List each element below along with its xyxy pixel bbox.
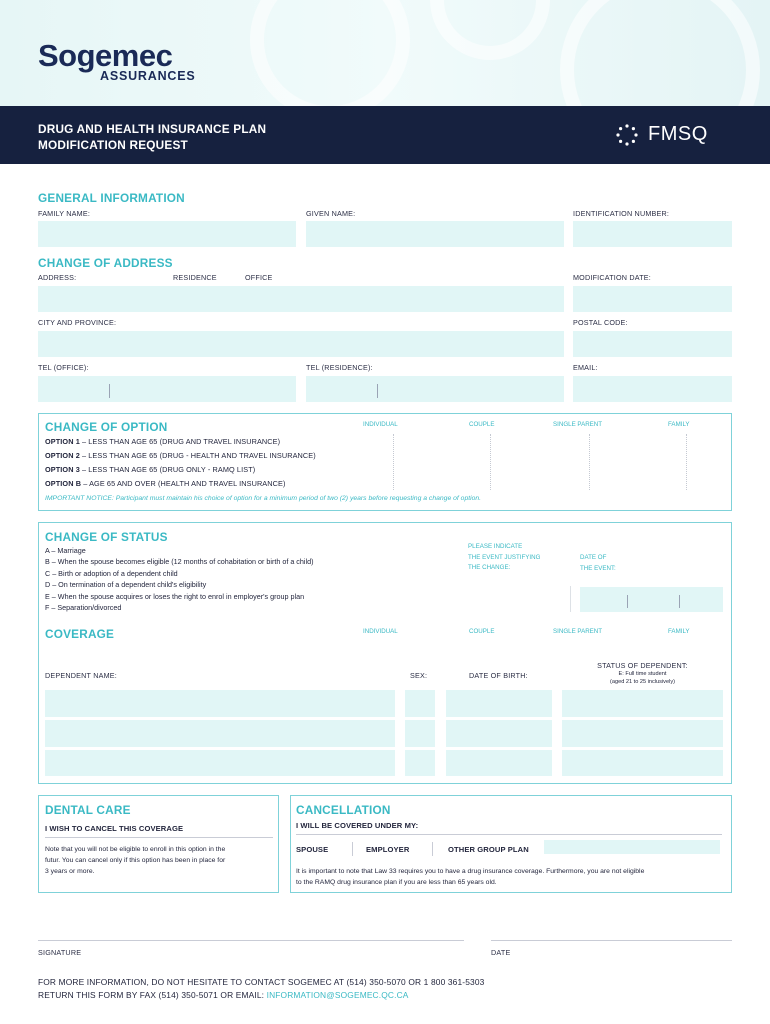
option-col-individual: INDIVIDUAL (363, 421, 398, 428)
option-b-desc: – AGE 65 AND OVER (HEALTH AND TRAVEL INSURANCE) (81, 479, 286, 488)
coverage-title: COVERAGE (45, 627, 115, 641)
plan-divider (352, 842, 353, 856)
spouse-checkbox[interactable]: SPOUSE (296, 845, 329, 854)
signature-label: SIGNATURE (38, 948, 82, 957)
dependent-sex-field-2[interactable] (405, 720, 435, 747)
footer-email-link[interactable]: INFORMATION@SOGEMEC.QC.CA (266, 989, 409, 1000)
tel-office-divider (109, 384, 110, 398)
option-col-single-parent: SINGLE PARENT (553, 421, 603, 428)
dependent-name-field-1[interactable] (45, 690, 395, 717)
option-1-row (45, 437, 280, 446)
family-name-field[interactable] (38, 221, 296, 247)
dental-care-title: DENTAL CARE (45, 803, 131, 817)
sogemec-logo: Sogemec (38, 38, 173, 73)
footer-return-line (38, 989, 484, 1002)
coverage-col-individual: INDIVIDUAL (363, 628, 398, 635)
given-name-label: GIVEN NAME: (306, 209, 356, 218)
cancellation-title: CANCELLATION (296, 803, 391, 817)
status-item-b: B – When the spouse becomes eligible (12 months of cohabitation or birth of a child) (45, 557, 314, 567)
option-2-name: OPTION 2 (45, 451, 80, 460)
change-of-option-title: CHANGE OF OPTION (45, 420, 168, 434)
cancel-dental-checkbox[interactable]: I WISH TO CANCEL THIS COVERAGE (45, 824, 184, 833)
option-b-row (45, 479, 286, 488)
dependent-status-note-1: E: Full time student (618, 671, 667, 677)
footer-return-text: RETURN THIS FORM BY FAX (514) 350-5071 OR EMAIL: (38, 989, 267, 1000)
dental-divider (45, 837, 273, 838)
option-2-row (45, 451, 316, 460)
sogemec-logo-subtitle: ASSURANCES (100, 69, 196, 83)
form-title (38, 121, 358, 153)
email-label: EMAIL: (573, 363, 598, 372)
dependent-name-label: DEPENDENT NAME: (45, 671, 117, 680)
status-item-e: E – When the spouse acquires or loses the right to enrol in employer's group plan (45, 591, 305, 601)
status-item-a: A – Marriage (45, 546, 86, 555)
event-date-label (580, 553, 616, 574)
id-number-field[interactable] (573, 221, 732, 247)
option-b-name: OPTION B (45, 479, 82, 488)
cancellation-note (296, 866, 644, 888)
option-3-row (45, 465, 255, 474)
family-name-label: FAMILY NAME: (38, 209, 91, 218)
other-plan-field[interactable] (544, 840, 720, 854)
dependent-name-field-2[interactable] (45, 720, 395, 747)
dependent-status-note (562, 670, 723, 686)
employer-checkbox[interactable]: EMPLOYER (366, 845, 410, 854)
dependent-dob-field-2[interactable] (446, 720, 552, 747)
tel-residence-field[interactable] (306, 376, 564, 402)
option-grid-line (686, 434, 687, 490)
cancellation-note-line-1: It is important to note that Law 33 requires you to have a drug insurance coverage. Furthermore, you are not eligible (296, 868, 645, 875)
email-field[interactable] (573, 376, 732, 402)
modification-date-field[interactable] (573, 286, 732, 312)
dental-note-line-2: futur. You can cancel only if this option has been in place for (45, 857, 226, 865)
option-2-desc: – LESS THAN AGE 65 (DRUG - HEALTH AND TRAVEL INSURANCE) (79, 451, 316, 460)
status-item-d: D – On termination of a dependent child's eligibility (45, 580, 207, 590)
event-date-line-2: THE EVENT: (580, 564, 616, 572)
postal-code-label: POSTAL CODE: (573, 318, 628, 327)
option-important-notice: IMPORTANT NOTICE: Participant must maintain his choice of option for a minimum period of two (2) years before requesting a change of option. (45, 495, 482, 502)
address-label: ADDRESS: (38, 273, 77, 282)
indicate-line-1: PLEASE INDICATE (468, 543, 523, 550)
plan-divider (432, 842, 433, 856)
city-field[interactable] (38, 331, 564, 357)
coverage-col-couple: COUPLE (469, 628, 495, 635)
option-3-desc: – LESS THAN AGE 65 (DRUG ONLY - RAMQ LIST) (79, 465, 256, 474)
city-label: CITY AND PROVINCE: (38, 318, 117, 327)
event-field-divider (570, 586, 571, 612)
status-item-f: F – Separation/divorced (45, 603, 122, 613)
option-3-name: OPTION 3 (45, 465, 80, 474)
dependent-status-note-2: (aged 21 to 25 inclusively) (610, 679, 675, 685)
tel-residence-label: TEL (RESIDENCE): (306, 363, 373, 372)
postal-code-field[interactable] (573, 331, 732, 357)
tel-office-field[interactable] (38, 376, 296, 402)
fmsq-logo-icon (616, 124, 638, 146)
dependent-dob-field-3[interactable] (446, 750, 552, 776)
coverage-col-family: FAMILY (668, 628, 690, 635)
dependent-sex-field-3[interactable] (405, 750, 435, 776)
option-grid-line (589, 434, 590, 490)
dental-note-line-1: Note that you will not be eligible to enroll in this option in the (45, 846, 226, 853)
signature-line[interactable] (38, 940, 464, 941)
option-1-desc: – LESS THAN AGE 65 (DRUG AND TRAVEL INSURANCE) (79, 437, 281, 446)
dependent-dob-field-1[interactable] (446, 690, 552, 717)
dependent-status-field-1[interactable] (562, 690, 723, 717)
dental-note-line-3: 3 years or more. (45, 868, 95, 876)
event-date-divider (627, 595, 628, 608)
option-col-family: FAMILY (668, 421, 690, 428)
dental-note (45, 844, 225, 878)
sex-label: SEX: (410, 671, 428, 680)
cancellation-note-line-2: to the RAMQ drug insurance plan if you are less than 65 years old. (296, 879, 497, 887)
general-info-title: GENERAL INFORMATION (38, 191, 185, 205)
dependent-sex-field-1[interactable] (405, 690, 435, 717)
footer-contact-line: FOR MORE INFORMATION, DO NOT HESITATE TO CONTACT SOGEMEC AT (514) 350-5070 OR 1 800 361-5303 (38, 977, 485, 987)
given-name-field[interactable] (306, 221, 564, 247)
event-date-line-1: DATE OF (580, 554, 607, 561)
id-number-label: IDENTIFICATION NUMBER: (573, 209, 670, 218)
option-col-couple: COUPLE (469, 421, 495, 428)
office-checkbox[interactable]: OFFICE (245, 273, 273, 282)
covered-under-label: I WILL BE COVERED UNDER MY: (296, 821, 419, 830)
dependent-status-field-2[interactable] (562, 720, 723, 747)
event-date-field[interactable] (580, 587, 723, 612)
change-of-status-title: CHANGE OF STATUS (45, 530, 168, 544)
address-field[interactable] (38, 286, 564, 312)
dob-label: DATE OF BIRTH: (469, 671, 528, 680)
footer-info (38, 976, 484, 1001)
dependent-status-label: STATUS OF DEPENDENT: (597, 661, 688, 670)
date-label: DATE (491, 948, 511, 957)
other-plan-checkbox[interactable]: OTHER GROUP PLAN (448, 845, 529, 854)
indicate-line-2: THE EVENT JUSTIFYING (468, 553, 541, 561)
tel-office-label: TEL (OFFICE): (38, 363, 89, 372)
cancellation-divider (296, 834, 722, 835)
indicate-line-3: THE CHANGE: (468, 564, 511, 571)
form-title-line1: DRUG AND HEALTH INSURANCE PLAN (38, 122, 267, 136)
indicate-event-label (468, 542, 540, 574)
form-title-line2: MODIFICATION REQUEST (38, 138, 188, 152)
status-list (45, 545, 314, 613)
dependent-status-field-3[interactable] (562, 750, 723, 776)
fmsq-logo: FMSQ (648, 123, 708, 145)
option-grid-line (393, 434, 394, 490)
option-grid-line (490, 434, 491, 490)
date-line[interactable] (491, 940, 732, 941)
event-date-divider (679, 595, 680, 608)
status-item-c: C – Birth or adoption of a dependent child (45, 568, 178, 578)
change-of-address-title: CHANGE OF ADDRESS (38, 256, 173, 270)
coverage-col-single-parent: SINGLE PARENT (553, 628, 603, 635)
modification-date-label: MODIFICATION DATE: (573, 273, 651, 282)
tel-residence-divider (377, 384, 378, 398)
dependent-name-field-3[interactable] (45, 750, 395, 776)
option-1-name: OPTION 1 (45, 437, 80, 446)
residence-checkbox[interactable]: RESIDENCE (173, 273, 217, 282)
